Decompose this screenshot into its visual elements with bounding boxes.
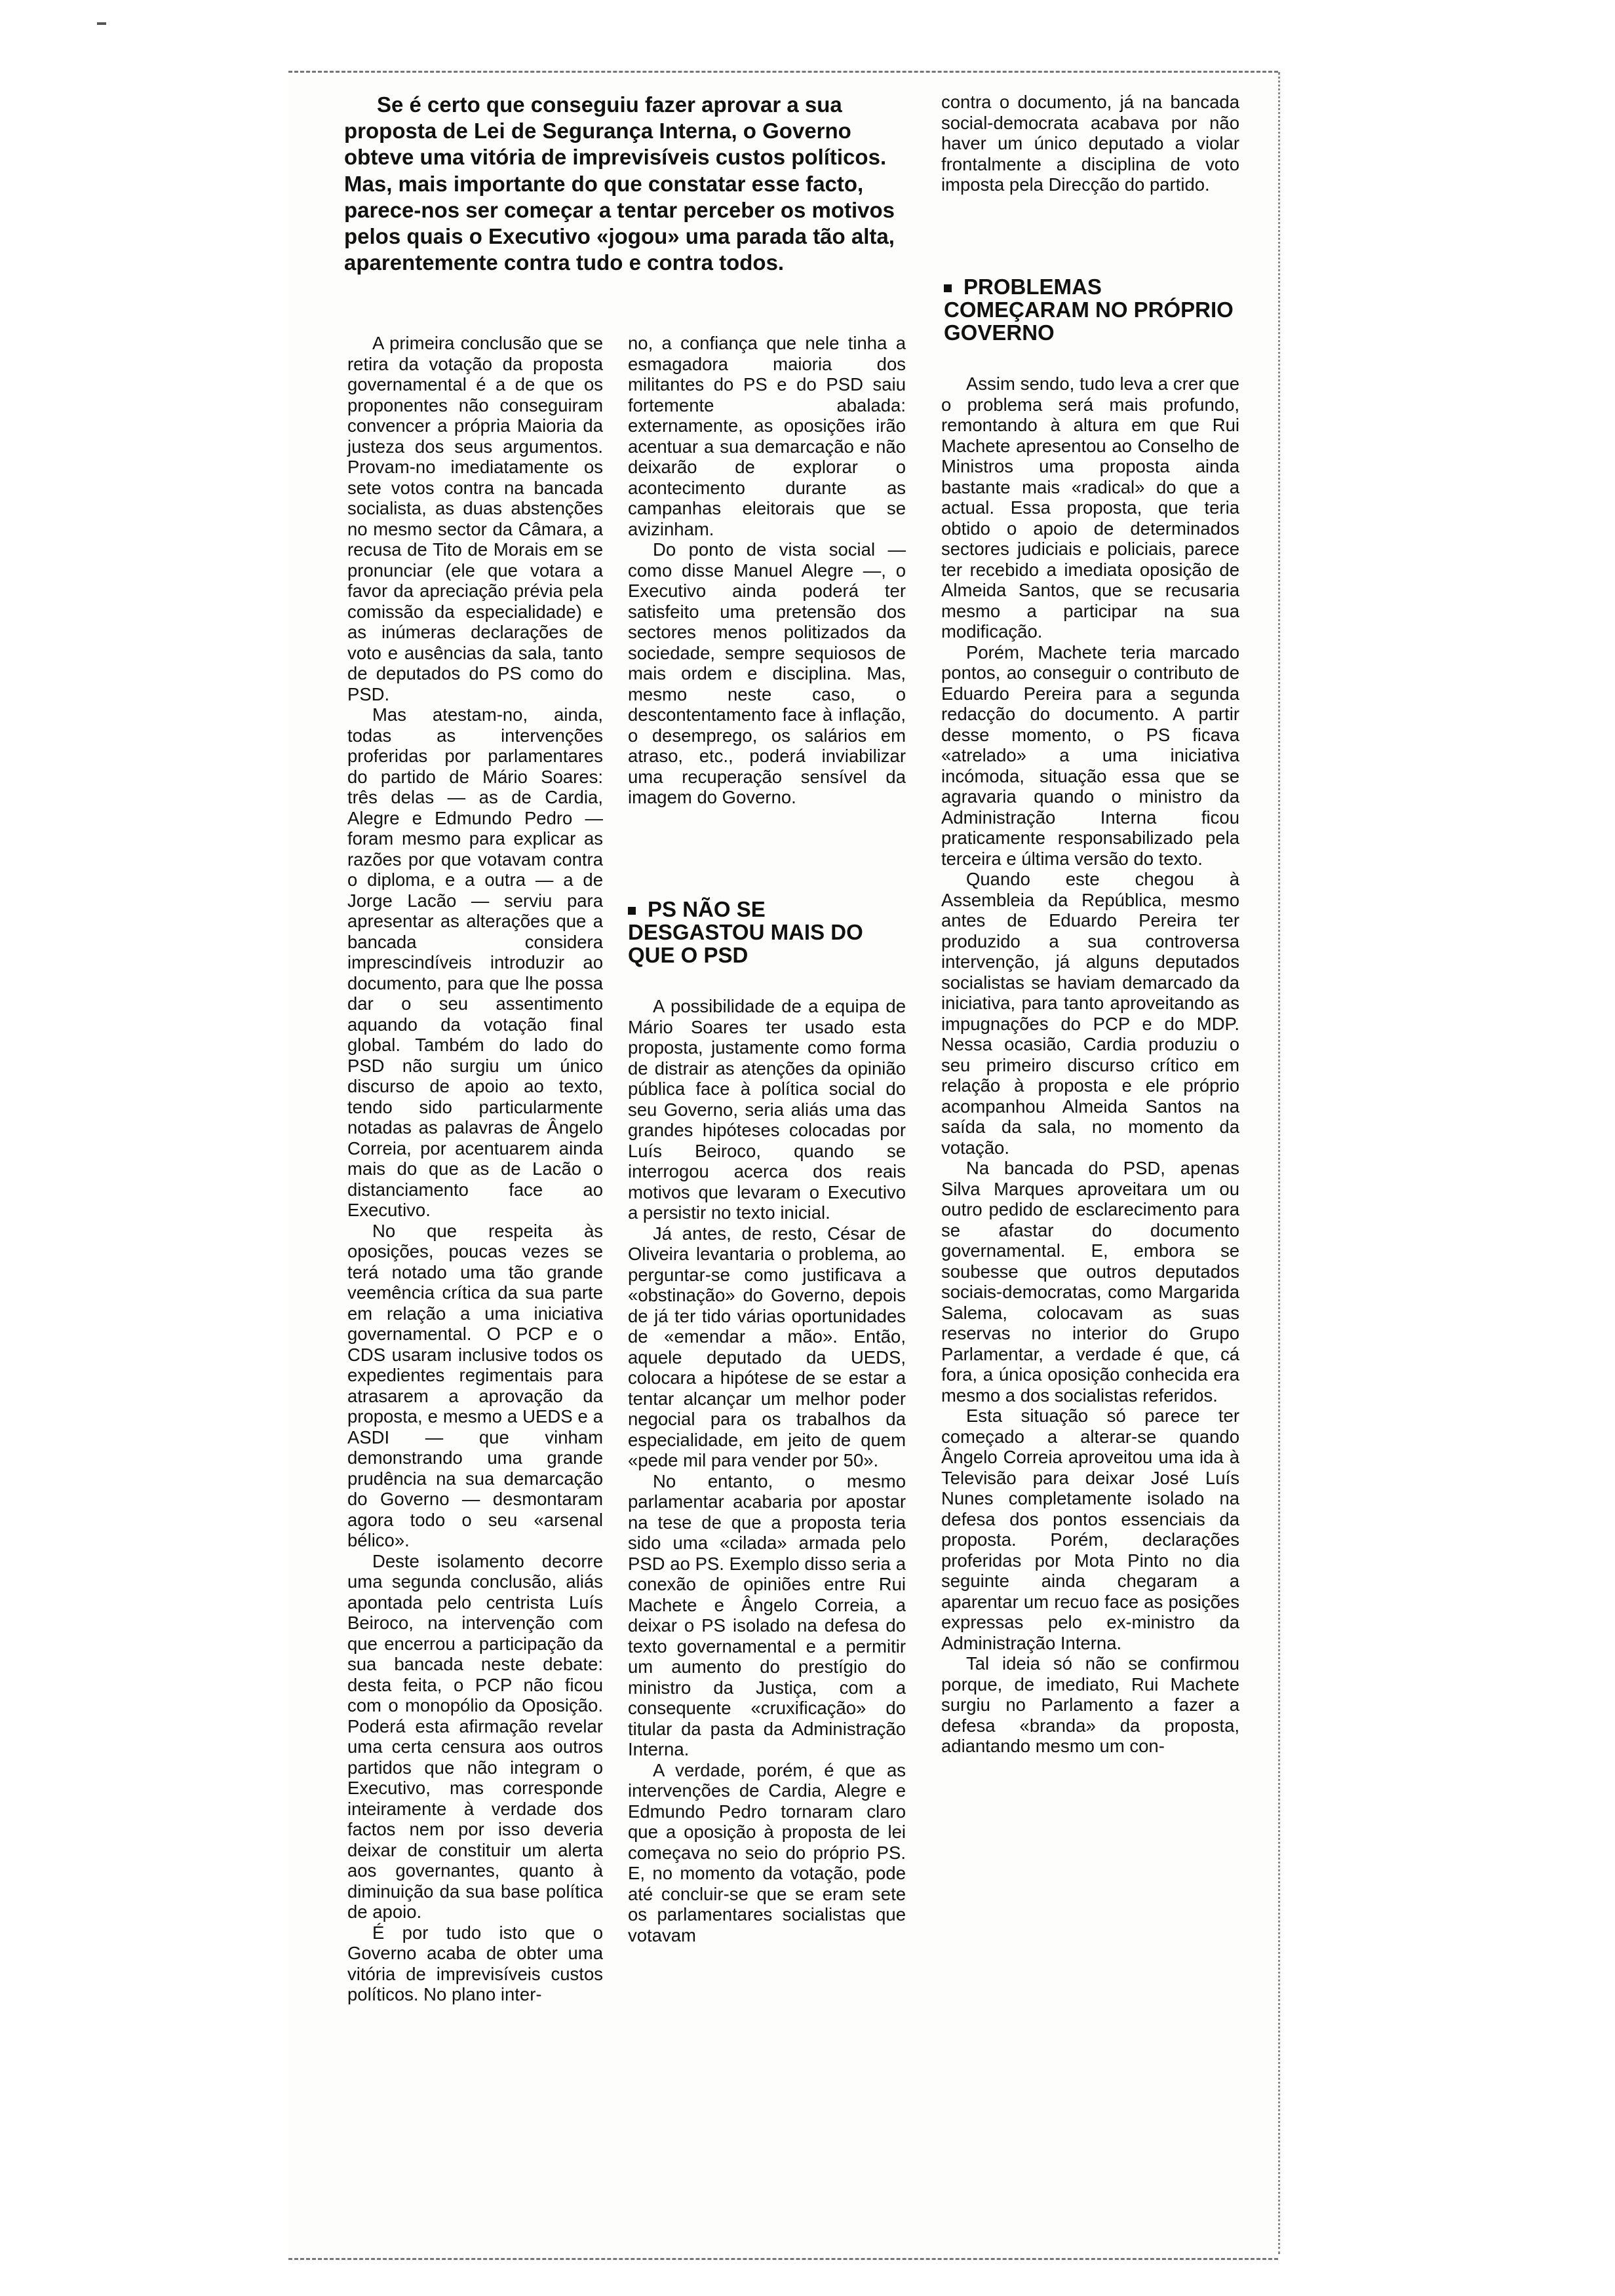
column-1 bbox=[347, 333, 603, 2005]
col1-paragraph: A primeira conclusão que se retira da votação da proposta governamental é a de que os proponentes não conseguiram convencer a própria Maioria da justeza dos seus argumentos. Provam-no imediatamente os sete votos contra na bancada socialista, as duas abstenções no mesmo sector da Câmara, a recusa de Tito de Morais em se pronunciar (ele que votara a favor da apreciação prévia pela comissão da especialidade) e as inúmeras declarações de voto e ausências da sala, tanto de deputados do PS como do PSD. bbox=[347, 333, 603, 704]
subheading-problemas bbox=[944, 275, 1252, 344]
column-3 bbox=[941, 373, 1239, 1757]
col1-paragraph: No que respeita às oposições, poucas vezes se terá notado uma tão grande veemência crítica da sua parte em relação a uma iniciativa governamental. O PCP e o CDS usaram inclusive todos os expedientes regimentais para atrasarem a aprovação da proposta, e mesmo a UEDS e a ASDI — que vinham demonstrando uma grande prudência na sua demarcação do Governo — desmontaram agora todo o seu «arsenal bélico». bbox=[347, 1220, 603, 1550]
col2b-paragraph: Já antes, de resto, César de Oliveira levantaria o problema, ao perguntar-se como justificava a «obstinação» do Governo, depois de já ter tido várias oportunidades de «emendar a mão». Então, aquele deputado da UEDS, colocara a hipótese de se estar a tentar alcançar um melhor poder negocial para os trabalhos da especialidade, em jeito de quem «pede mil para vender por 50». bbox=[628, 1223, 906, 1470]
col3-paragraph: Esta situação só parece ter começado a alterar-se quando Ângelo Correia aproveitou uma ida à Televisão para deixar José Luís Nunes completamente isolado na defesa dos pontos essenciais da proposta. Porém, declarações proferidas por Mota Pinto no dia seguinte ainda chegaram a aparentar um recuo face as posições expressas pelo ex-ministro da Administração Interna. bbox=[941, 1406, 1239, 1653]
lead-text: Se é certo que conseguiu fazer aprovar a sua proposta de Lei de Segurança Interna, o Governo obteve uma vitória de imprevisíveis custos políticos. Mas, mais importante do que constatar esse facto, parece-nos ser começar a tentar perceber os motivos pelos quais o Executivo «jogou» uma parada tão alta, aparentemente contra tudo e contra todos. bbox=[344, 92, 895, 275]
col3-paragraph: Porém, Machete teria marcado pontos, ao conseguir o contributo de Eduardo Pereira para a segunda redacção do documento. A partir desse momento, o PS ficava «atrelado» a uma iniciativa incómoda, situação essa que se agravaria quando o ministro da Administração Interna ficou praticamente responsabilizado pela terceira e última versão do texto. bbox=[941, 641, 1239, 869]
clipping-bottom-edge bbox=[288, 2254, 1278, 2260]
scan-speck bbox=[97, 22, 106, 25]
col1-paragraph: Mas atestam-no, ainda, todas as intervenções proferidas por parlamentares do partido de Mário Soares: três delas — as de Cardia, Alegre e Edmundo Pedro — foram mesmo para explicar as razões por que votavam contra o diploma, e a outra — a de Jorge Lacão — serviu para apresentar as alterações que a bancada considera imprescindíveis introduzir ao documento, para que lhe possa dar o seu assentimento aquando da votação final global. Também do lado do PSD não surgiu um único discurso de apoio ao texto, tendo sido particularmente notadas as palavras de Ângelo Correia, por acentuarem ainda mais do que as de Lacão o distanciamento face ao Executivo. bbox=[347, 704, 603, 1220]
subheading-text: PS NÃO SE DESGASTOU MAIS DO QUE O PSD bbox=[628, 897, 863, 967]
col3-paragraph: Quando este chegou à Assembleia da República, mesmo antes de Eduardo Pereira ter produzido a sua controversa intervenção, já alguns deputados socialistas se haviam demarcado da iniciativa, para tanto aproveitando as impugnações do PCP e do MDP. Nessa ocasião, Cardia produziu o seu primeiro discurso crítico em relação à proposta e ele próprio acompanhou Almeida Santos na saída da sala, no momento da votação. bbox=[941, 869, 1239, 1158]
clipping-right-edge bbox=[1278, 72, 1283, 2254]
col3-top-text: contra o documento, já na bancada social-democrata acabava por não haver um único deputado a violar frontalmente a disciplina de voto imposta pela Direcção do partido. bbox=[941, 92, 1239, 195]
col3-paragraph: Assim sendo, tudo leva a crer que o problema será mais profundo, remontando à altura em que Rui Machete apresentou ao Conselho de Ministros uma proposta ainda bastante mais «radical» do que a actual. Essa proposta, que teria obtido o apoio de determinados sectores judiciais e policiais, parece ter recebido a imediata oposição de Almeida Santos, que se recusaria mesmo a participar na sua modificação. bbox=[941, 373, 1239, 641]
col1-paragraph: Deste isolamento decorre uma segunda conclusão, aliás apontada pelo centrista Luís Beiroco, na intervenção com que encerrou a participação da sua bancada neste debate: desta feita, o PCP não ficou com o monopólio da Oposição. Poderá esta afirmação revelar uma certa censura aos outros partidos que não integram o Executivo, mas corresponde inteiramente à verdade dos factos nem por isso deveria deixar de constituir um alerta aos governantes, quanto à diminuição da sua base política de apoio. bbox=[347, 1550, 603, 1922]
col2b-paragraph: No entanto, o mesmo parlamentar acabaria por apostar na tese de que a proposta teria sido uma «cilada» armada pelo PSD ao PS. Exemplo disso seria a conexão de opiniões entre Rui Machete e Ângelo Correia, a deixar o PS isolado na defesa do texto governamental e a permitir um aumento do prestígio do ministro da Justiça, com a consequente «cruxificação» do titular da pasta da Administração Interna. bbox=[628, 1470, 906, 1759]
col2b-paragraph: A verdade, porém, é que as intervenções de Cardia, Alegre e Edmundo Pedro tornaram claro que a oposição à proposta de lei começava no seio do próprio PS. E, no momento da votação, pode até concluir-se que se eram sete os parlamentares socialistas que votavam bbox=[628, 1759, 906, 1945]
col1-paragraph: É por tudo isto que o Governo acaba de obter uma vitória de imprevisíveis custos políticos. No plano inter- bbox=[347, 1922, 603, 2004]
clipping-top-edge bbox=[288, 71, 1278, 79]
col2-paragraph: no, a confiança que nele tinha a esmagadora maioria dos militantes do PS e do PSD saiu fortemente abalada: externamente, as oposições irão acentuar a sua demarcação e não deixarão de explorar o acontecimento durante as campanhas eleitorais que se avizinham. bbox=[628, 333, 906, 539]
column-2 bbox=[628, 333, 906, 808]
bullet-square-icon bbox=[944, 284, 952, 292]
lead-paragraph bbox=[344, 92, 921, 276]
subheading-ps bbox=[628, 898, 903, 966]
column-2-continued bbox=[628, 996, 906, 1945]
bullet-square-icon bbox=[628, 907, 636, 915]
col2-paragraph: Do ponto de vista social — como disse Manuel Alegre —, o Executivo ainda poderá ter satisfeito uma pretensão dos sectores menos politizados da sociedade, sempre sequiosos de mais ordem e disciplina. Mas, mesmo neste caso, o descontentamento face à inflação, o desemprego, os salários em atraso, etc., poderá inviabilizar uma recuperação sensível da imagem do Governo. bbox=[628, 539, 906, 807]
col2b-paragraph: A possibilidade de a equipa de Mário Soares ter usado esta proposta, justamente como forma de distrair as atenções da opinião pública face à política social do seu Governo, seria aliás uma das grandes hipóteses colocadas por Luís Beiroco, quando se interrogou acerca dos reais motivos que levaram o Executivo a persistir no texto inicial. bbox=[628, 996, 906, 1223]
subheading-text: PROBLEMAS COMEÇARAM NO PRÓPRIO GOVERNO bbox=[944, 275, 1234, 345]
col3-paragraph: Tal ideia só não se confirmou porque, de imediato, Rui Machete surgiu no Parlamento a fazer a defesa «branda» da proposta, adiantando mesmo um con- bbox=[941, 1653, 1239, 1756]
column-3-top bbox=[941, 92, 1239, 195]
col3-paragraph: Na bancada do PSD, apenas Silva Marques aproveitara um ou outro pedido de esclarecimento para se afastar do documento governamental. E, embora se soubesse que outros deputados sociais-democratas, como Margarida Salema, colocavam as suas reservas no interior do Grupo Parlamentar, a verdade é que, cá fora, a única oposição conhecida era mesmo a dos socialistas referidos. bbox=[941, 1158, 1239, 1406]
